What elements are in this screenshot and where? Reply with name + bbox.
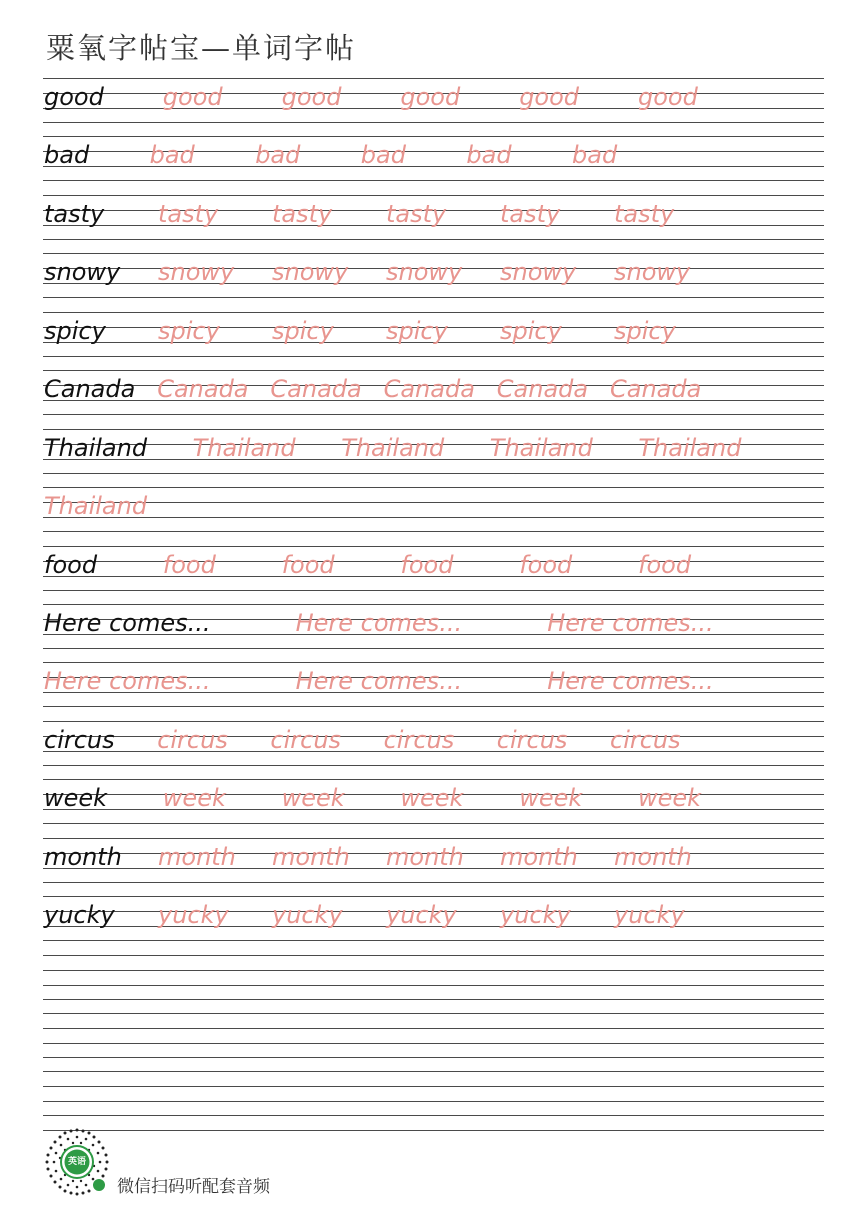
practice-row bbox=[43, 896, 824, 954]
tracing-word: circus bbox=[496, 725, 568, 754]
practice-row bbox=[43, 604, 824, 662]
tracing-word: month bbox=[386, 842, 464, 871]
tracing-word: spicy bbox=[386, 316, 448, 345]
tracing-word: bad bbox=[149, 141, 195, 170]
practice-row bbox=[43, 662, 824, 720]
tracing-word: month bbox=[614, 842, 692, 871]
tracing-word: week bbox=[400, 784, 464, 813]
tracing-word: bad bbox=[572, 141, 618, 170]
qr-badge-label: 英语 bbox=[67, 1157, 86, 1167]
tracing-word: month bbox=[158, 842, 236, 871]
ruled-line bbox=[43, 502, 824, 503]
practice-row bbox=[43, 195, 824, 253]
tracing-word: Thailand bbox=[638, 433, 742, 462]
ruled-line bbox=[43, 940, 824, 941]
practice-row bbox=[43, 1013, 824, 1071]
model-word: Canada bbox=[44, 375, 136, 404]
ruled-line bbox=[43, 122, 824, 123]
practice-row bbox=[43, 487, 824, 545]
ruled-line bbox=[43, 473, 824, 474]
ruled-line bbox=[43, 1115, 824, 1116]
tracing-word: yucky bbox=[386, 901, 457, 930]
tracing-word: food bbox=[519, 550, 573, 579]
model-word: tasty bbox=[44, 199, 105, 228]
practice-row bbox=[43, 429, 824, 487]
model-word: week bbox=[44, 784, 108, 813]
ruled-line bbox=[43, 823, 824, 824]
page-title: 粟氧字帖宝—单词字帖 bbox=[46, 31, 357, 65]
tracing-word: bad bbox=[255, 141, 301, 170]
practice-row bbox=[43, 78, 824, 136]
tracing-word: month bbox=[500, 842, 578, 871]
ruled-line bbox=[43, 970, 824, 971]
ruled-line bbox=[43, 180, 824, 181]
model-word: yucky bbox=[44, 901, 115, 930]
tracing-word: yucky bbox=[500, 901, 571, 930]
ruled-line bbox=[43, 882, 824, 883]
ruled-line bbox=[43, 706, 824, 707]
model-word: spicy bbox=[44, 316, 106, 345]
model-word: bad bbox=[44, 141, 90, 170]
tracing-word: tasty bbox=[614, 199, 675, 228]
model-word: snowy bbox=[44, 258, 121, 287]
tracing-word: spicy bbox=[500, 316, 562, 345]
tracing-word: food bbox=[162, 550, 216, 579]
ruled-line bbox=[43, 1013, 824, 1014]
ruled-line bbox=[43, 590, 824, 591]
tracing-word: Here comes... bbox=[44, 667, 211, 696]
practice-row bbox=[43, 370, 824, 428]
practice-row bbox=[43, 779, 824, 837]
tracing-word: tasty bbox=[158, 199, 219, 228]
tracing-word: good bbox=[519, 83, 580, 111]
tracing-word: Canada bbox=[610, 375, 702, 404]
ruled-line bbox=[43, 1028, 824, 1029]
ruled-line bbox=[43, 648, 824, 649]
ruled-line bbox=[43, 195, 824, 196]
practice-row bbox=[43, 838, 824, 896]
tracing-word: snowy bbox=[614, 258, 691, 287]
tracing-word: circus bbox=[270, 725, 342, 754]
practice-row bbox=[43, 955, 824, 1013]
tracing-word: Thailand bbox=[192, 433, 296, 462]
tracing-word: Thailand bbox=[341, 433, 445, 462]
tracing-word: week bbox=[162, 784, 226, 813]
tracing-word: month bbox=[272, 842, 350, 871]
practice-row bbox=[43, 312, 824, 370]
tracing-word: circus bbox=[383, 725, 455, 754]
tracing-word: Canada bbox=[270, 375, 362, 404]
practice-row bbox=[43, 546, 824, 604]
tracing-word: good bbox=[162, 83, 223, 111]
tracing-word: bad bbox=[360, 141, 406, 170]
ruled-line bbox=[43, 370, 824, 371]
tracing-word: Here comes... bbox=[547, 667, 714, 696]
ruled-line bbox=[43, 955, 824, 956]
ruled-line bbox=[43, 721, 824, 722]
tracing-word: tasty bbox=[272, 199, 333, 228]
tracing-word: Thailand bbox=[489, 433, 593, 462]
tracing-word: good bbox=[281, 83, 342, 111]
tracing-word: Canada bbox=[496, 375, 589, 404]
ruled-line bbox=[43, 253, 824, 254]
tracing-word: snowy bbox=[386, 258, 463, 287]
tracing-word: spicy bbox=[614, 316, 676, 345]
tracing-word: week bbox=[519, 784, 583, 813]
model-word: good bbox=[44, 83, 104, 111]
tracing-word: Canada bbox=[383, 375, 475, 404]
tracing-word: snowy bbox=[158, 258, 235, 287]
tracing-word: circus bbox=[157, 725, 228, 754]
tracing-word: yucky bbox=[158, 901, 229, 930]
ruled-line bbox=[43, 779, 824, 780]
ruled-line bbox=[43, 429, 824, 430]
ruled-line bbox=[43, 531, 824, 532]
footer-caption: 微信扫码听配套音频 bbox=[117, 1177, 270, 1197]
tracing-word: snowy bbox=[272, 258, 349, 287]
model-word: circus bbox=[44, 725, 115, 754]
tracing-word: Here comes... bbox=[295, 608, 463, 637]
tracing-word: Here comes... bbox=[295, 667, 463, 696]
model-word: Thailand bbox=[44, 433, 148, 462]
ruled-line bbox=[43, 999, 824, 1000]
tracing-word: spicy bbox=[272, 316, 334, 345]
tracing-word: week bbox=[638, 784, 702, 813]
ruled-line bbox=[43, 78, 824, 79]
practice-row bbox=[43, 136, 824, 194]
ruled-line bbox=[43, 1057, 824, 1058]
ruled-line bbox=[43, 356, 824, 357]
ruled-line bbox=[43, 896, 824, 897]
ruled-line bbox=[43, 239, 824, 240]
tracing-word: tasty bbox=[386, 199, 447, 228]
tracing-word: Thailand bbox=[44, 492, 148, 521]
tracing-word: yucky bbox=[272, 901, 343, 930]
ruled-line bbox=[43, 487, 824, 488]
ruled-line bbox=[43, 1086, 824, 1087]
tracing-word: Here comes... bbox=[547, 608, 714, 637]
ruled-line bbox=[43, 517, 824, 518]
tracing-word: circus bbox=[610, 725, 681, 754]
ruled-line bbox=[43, 297, 824, 298]
ruled-line bbox=[43, 765, 824, 766]
ruled-line bbox=[43, 1043, 824, 1044]
model-word: food bbox=[44, 550, 98, 579]
tracing-word: food bbox=[638, 550, 692, 579]
tracing-word: tasty bbox=[500, 199, 561, 228]
ruled-line bbox=[43, 136, 824, 137]
tracing-word: food bbox=[281, 550, 335, 579]
model-word: Here comes... bbox=[44, 608, 211, 637]
tracing-word: food bbox=[400, 550, 454, 579]
tracing-word: good bbox=[638, 83, 698, 111]
tracing-word: yucky bbox=[614, 901, 685, 930]
ruled-line bbox=[43, 1071, 824, 1072]
practice-sheet bbox=[43, 78, 824, 1131]
tracing-word: week bbox=[281, 784, 345, 813]
tracing-word: snowy bbox=[500, 258, 577, 287]
ruled-line bbox=[43, 604, 824, 605]
ruled-line bbox=[43, 985, 824, 986]
ruled-line bbox=[43, 312, 824, 313]
tracing-word: bad bbox=[466, 141, 512, 170]
ruled-line bbox=[43, 1101, 824, 1102]
ruled-line bbox=[43, 662, 824, 663]
ruled-line bbox=[43, 546, 824, 547]
tracing-word: spicy bbox=[158, 316, 220, 345]
ruled-line bbox=[43, 414, 824, 415]
footer bbox=[41, 1126, 441, 1200]
practice-row bbox=[43, 253, 824, 311]
practice-row bbox=[43, 1071, 824, 1129]
model-word: month bbox=[44, 842, 122, 871]
ruled-line bbox=[43, 838, 824, 839]
tracing-word: Canada bbox=[157, 375, 249, 404]
tracing-word: good bbox=[400, 83, 461, 111]
practice-row bbox=[43, 721, 824, 779]
